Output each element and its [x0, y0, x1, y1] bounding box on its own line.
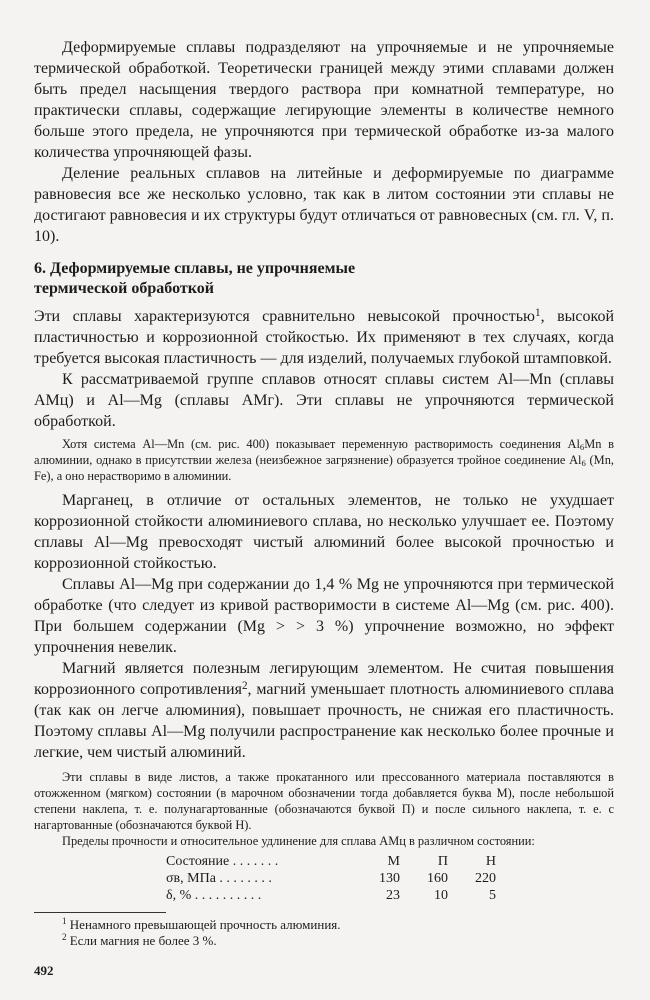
- intro-paragraph-2: Деление реальных сплавов на литейные и деформируемые по диаграмме равновесия все же несколько условно, так как в литом состоянии эти сплавы не достигают равновесия и их структуры будут отличаться от равновесных (см. гл. V, п. 10).: [34, 165, 614, 245]
- table-row-label: δ, % . . . . . . . . . .: [166, 888, 262, 903]
- section-title-line-1: 6. Деформируемые сплавы, не упрочняемые: [34, 260, 356, 277]
- table-row-label: Состояние . . . . . . .: [166, 854, 279, 869]
- body-paragraph-5: [34, 658, 614, 763]
- table-cell: 220: [475, 871, 496, 886]
- table-row: [166, 887, 496, 904]
- note-1-text-c: (Mn, Fe), а оно нерастворимо в алюминии.: [34, 453, 614, 483]
- body-paragraph-2: К рассматриваемой группе сплавов относят сплавы систем Al—Mn (сплавы АМц) и Al—Mg (сплавы АМг). Эти сплавы не упрочняются термической обработкой.: [34, 371, 614, 430]
- table-cell: 130: [379, 871, 400, 886]
- note-paragraph-2: Эти сплавы в виде листов, а также прокатанного или прессованного материала поставляются в отожженном (мягком) состоянии (в марочном обозначении тогда добавляется буква М), после небольшой степени наклепа, т. е. полунагартованные (обозначаются буквой П) и после сильного наклепа, т. е. с нагартованные (обозначаются буквой Н).: [34, 770, 614, 832]
- table-row: [166, 870, 496, 887]
- body-paragraph-1: [34, 306, 614, 369]
- section-title-line-2: термической обработкой: [34, 280, 214, 297]
- section-heading: [34, 259, 614, 299]
- table-cell: 23: [386, 888, 400, 903]
- table-row: [166, 853, 496, 870]
- footnote-1-text: Ненамного превышающей прочность алюминия.: [66, 917, 341, 932]
- note-1-text-a: Хотя система Al—Mn (см. рис. 400) показывает переменную растворимость соединения Al: [62, 437, 580, 451]
- footnote-ref-2[interactable]: 2: [241, 680, 248, 692]
- body-paragraph-1-text: Эти сплавы характеризуются сравнительно невысокой прочностью: [34, 308, 536, 325]
- footnote-divider: [34, 912, 166, 913]
- footnote-1: [34, 917, 614, 933]
- footnote-2-text: Если магния не более 3 %.: [66, 933, 217, 948]
- note-1-sub-2: 6: [581, 458, 586, 468]
- table-cell: 5: [489, 888, 496, 903]
- note-1-sub-1: 6: [579, 442, 585, 452]
- body-paragraph-1-rest: , высокой пластичностью и коррозионной стойкостью. Их применяют в тех случаях, когда требуется высокая пластичность — для изделий, получаемых глубокой штамповкой.: [34, 308, 615, 367]
- footnote-ref-1[interactable]: 1: [535, 307, 541, 319]
- section-body: [34, 306, 614, 904]
- intro-block: [34, 37, 614, 247]
- note-paragraph-1: [34, 436, 614, 484]
- table-cell: Н: [485, 854, 496, 869]
- footnotes: [34, 912, 614, 949]
- footnote-1-mark: 1: [62, 916, 67, 926]
- body-paragraph-4: Сплавы Al—Mg при содержании до 1,4 % Mg не упрочняются при термической обработке (что следует из кривой растворимости в системе Al—Mg (см. рис. 400). При большем содержании (Mg > > 3 %) упрочнение возможно, но эффект упрочнения невелик.: [34, 576, 614, 656]
- table-cell: 160: [427, 871, 448, 886]
- table-cell: 10: [434, 888, 448, 903]
- table-row-label: σв, МПа . . . . . . . .: [166, 871, 272, 886]
- page-number: 492: [34, 963, 54, 978]
- note-paragraph-3: Пределы прочности и относительное удлинение для сплава АМц в различном состоянии:: [62, 834, 535, 848]
- intro-paragraph-1: Деформируемые сплавы подразделяют на упрочняемые и не упрочняемые термической обработкой. Теоретически границей между этими сплавами должен быть предел насыщения твердого раствора при комнатной температуре, но практически сплавы, содержащие легирующие элементы в количестве немного больше этого предела, не упрочняются при термической обработке из-за малого количества упрочняющей фазы.: [34, 39, 614, 161]
- footnote-2-mark: 2: [62, 932, 67, 942]
- footnote-2: [34, 933, 614, 949]
- body-paragraph-3: Марганец, в отличие от остальных элементов, не только не ухудшает коррозионной стойкости алюминиевого сплава, но несколько улучшает ее. Поэтому сплавы Al—Mg превосходят чистый алюминий более высокой прочностью и коррозионной стойкостью.: [34, 492, 614, 572]
- table-cell: М: [387, 854, 400, 869]
- table-cell: П: [437, 854, 448, 869]
- body-paragraph-5-text-b: , магний уменьшает плотность алюминиевого сплава (так как он легче алюминия), повышает прочность, не снижая его пластичность. Поэтому сплавы Al—Mg получили распространение как несколько более прочные и легкие, чем чистый алюминий.: [34, 681, 615, 761]
- body-paragraph-5-text-a: Магний является полезным легирующим элементом. Не считая повышения коррозионного сопротивления: [34, 660, 614, 698]
- strength-table: [166, 853, 496, 904]
- note-1-text-b: Mn в алюминии, однако в присутствии железа (неизбежное загрязнение) образуется тройное соединение Al: [34, 437, 614, 467]
